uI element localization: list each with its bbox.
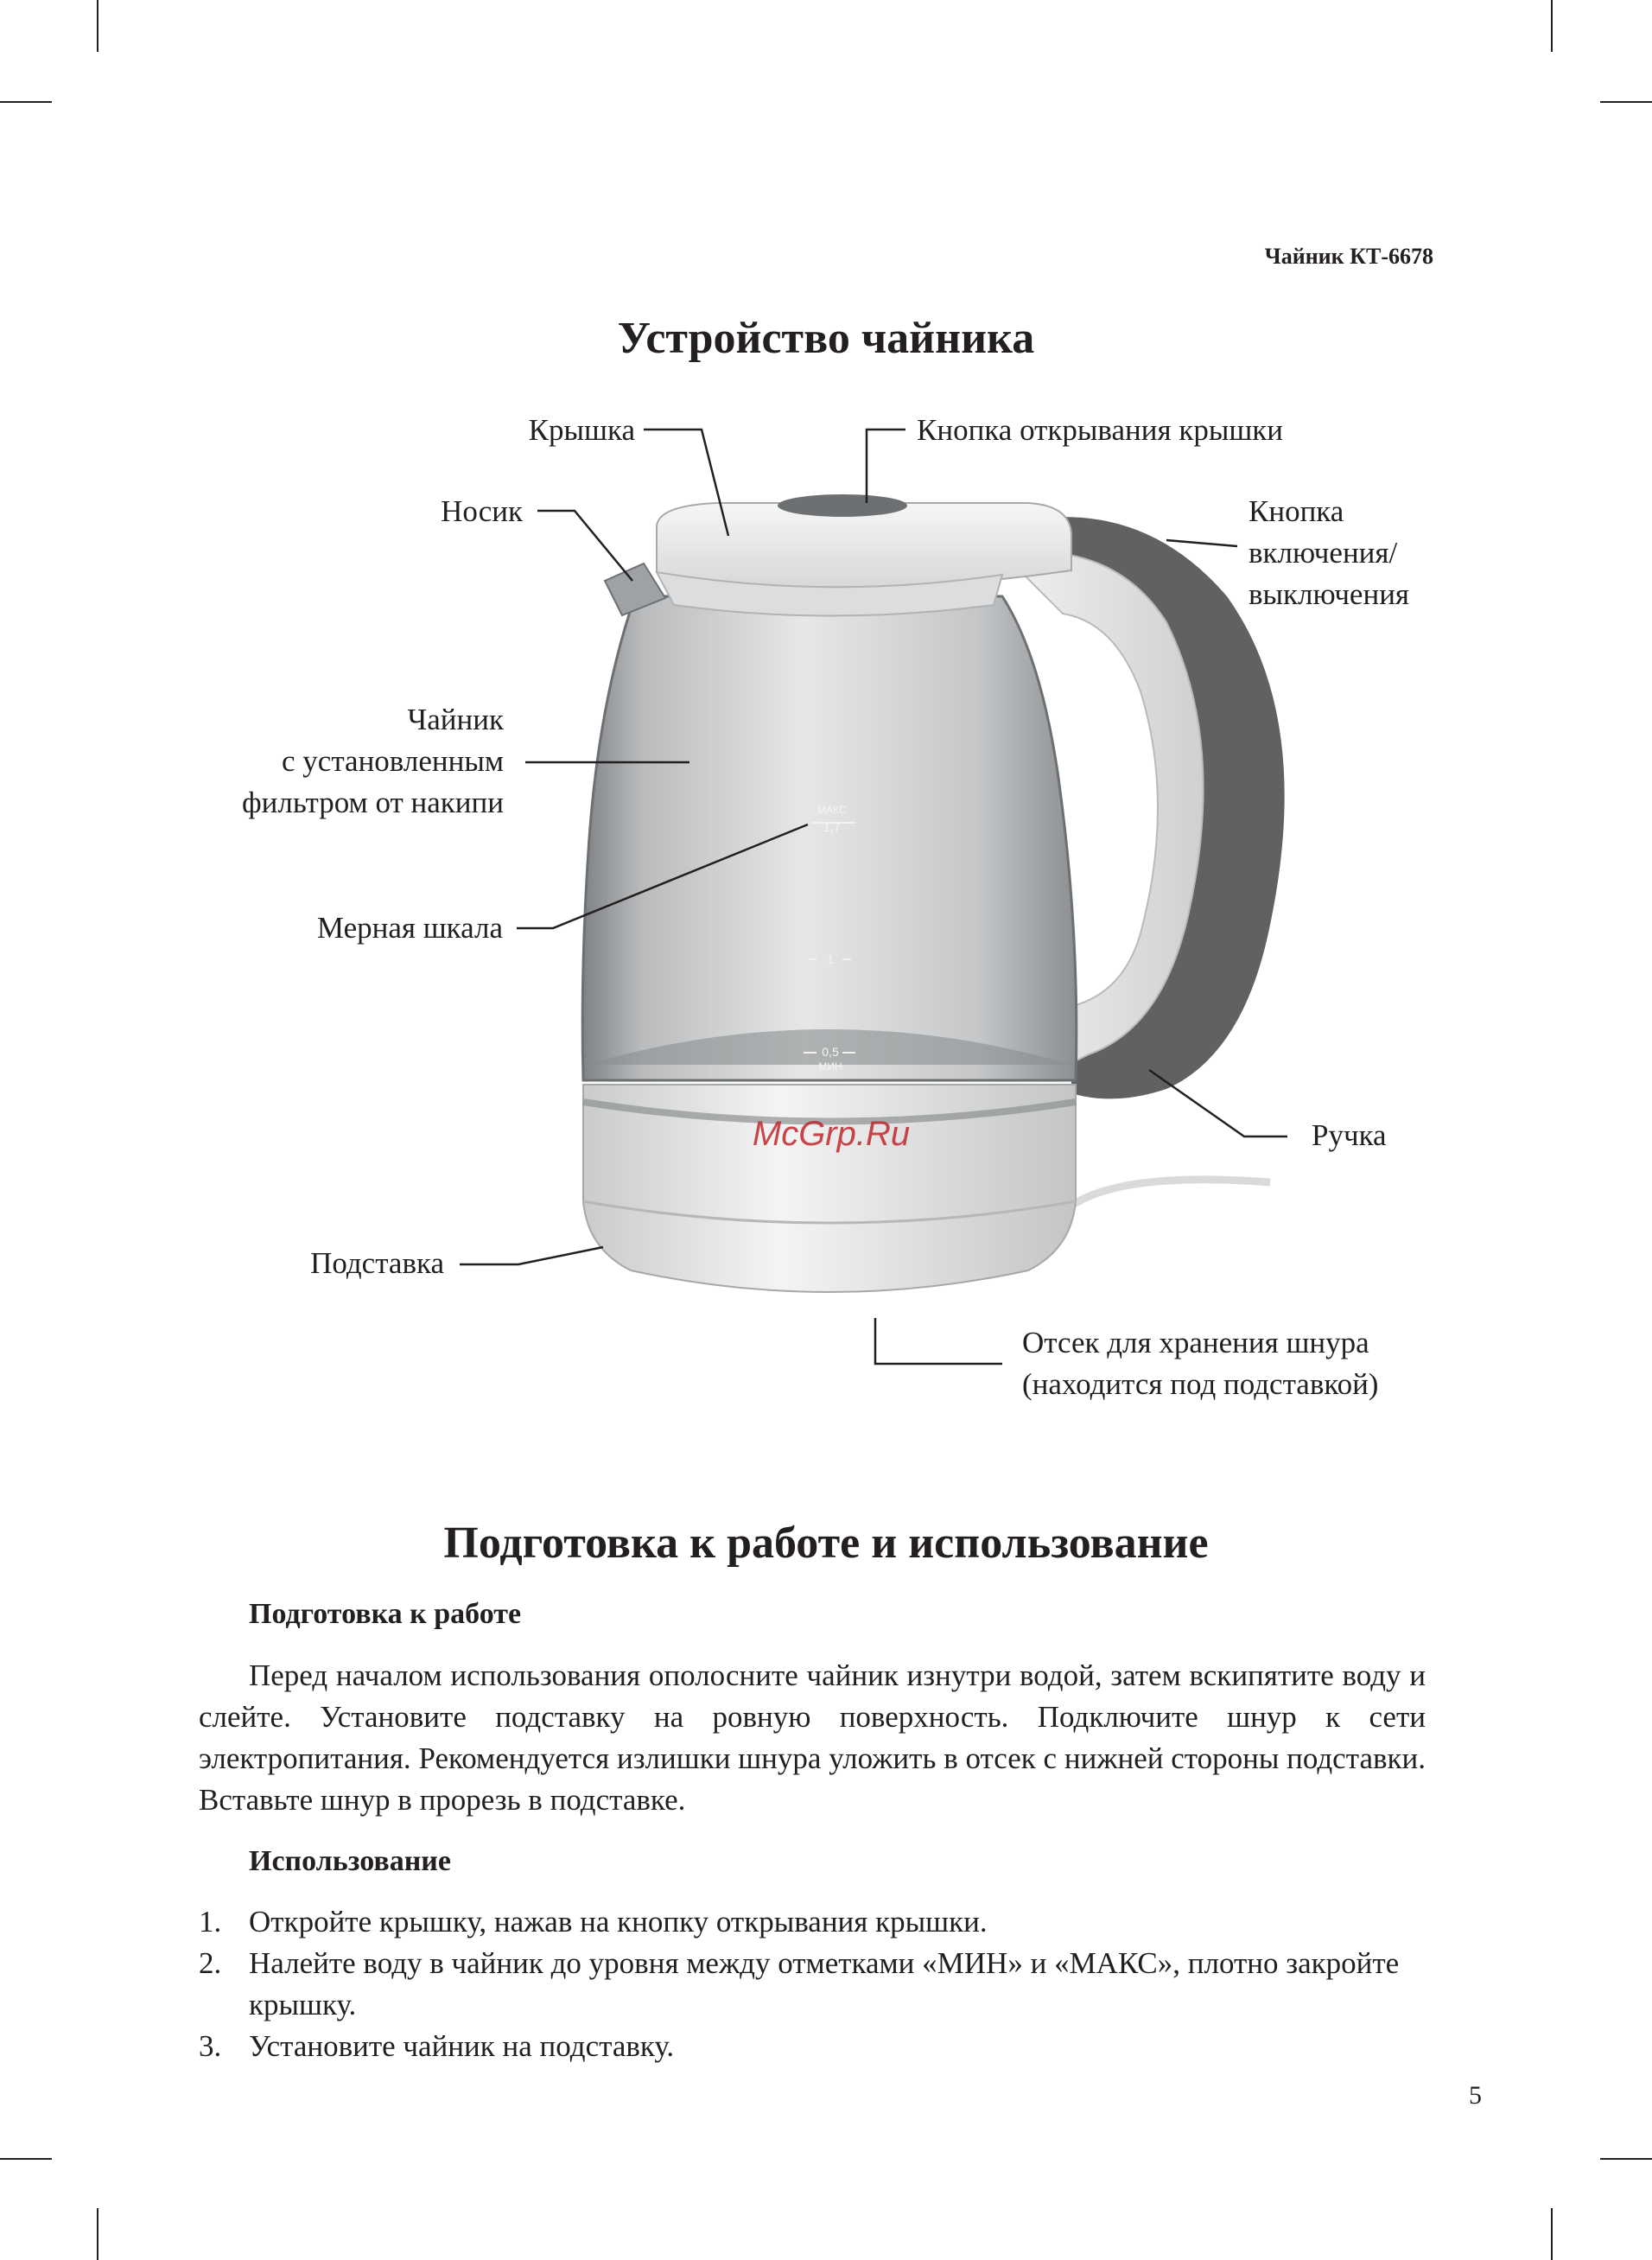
subheading-usage: Использование — [249, 1845, 451, 1877]
crop-mark — [97, 2208, 98, 2260]
power-cord — [1071, 1180, 1270, 1206]
usage-steps — [199, 1901, 1434, 2067]
scale-min-value: 0,5 — [822, 1045, 839, 1059]
label-kettle-body: Чайник с установленным фильтром от накипи — [241, 703, 504, 819]
scale-mid-value: 1 — [827, 952, 834, 966]
crop-mark — [0, 2158, 52, 2160]
running-header: Чайник КТ-6678 — [1264, 244, 1433, 269]
glass-body — [582, 596, 1077, 1080]
label-power-button: Кнопка включения/ выключения — [1249, 494, 1410, 611]
crop-mark — [1600, 2158, 1652, 2160]
list-item: 1. Откройте крышку, нажав на кнопку открывания крышки. — [199, 1905, 988, 1939]
scale-min-label: МИН — [818, 1060, 842, 1073]
crop-mark — [1551, 2208, 1553, 2260]
label-handle: Ручка — [1312, 1118, 1387, 1152]
scale-max-label: МАКС — [817, 804, 847, 816]
label-scale: Мерная шкала — [316, 911, 503, 945]
label-lid-button: Кнопка открывания крышки — [917, 413, 1284, 447]
section-title-usage: Подготовка к работе и использование — [443, 1518, 1209, 1568]
label-lid: Крышка — [528, 413, 635, 447]
section-title-device: Устройство чайника — [617, 314, 1035, 363]
scale-max-value: 1,7 — [823, 820, 841, 834]
list-item: 3. Установите чайник на подставку. — [199, 2029, 675, 2063]
page-number: 5 — [1469, 2081, 1482, 2110]
label-cord-storage: Отсек для хранения шнура (находится под подставкой) — [1022, 1326, 1379, 1401]
subheading-preparation: Подготовка к работе — [249, 1598, 522, 1630]
list-item: 2. Налейте воду в чайник до уровня между отметками «МИН» и «МАКС», плотно закройте крышку. — [199, 1946, 1400, 2021]
label-spout: Носик — [441, 494, 523, 528]
preparation-paragraph: Перед началом использования ополосните чайник изнутри водой, затем вскипятите воду и слейте. Установите подставку на ровную поверхность. Подключите шнур к сети электропитания. Рекомендуется излишки шнура уложить в отсек с нижней стороны подставки. Вставьте шнур в прорезь в подставке. — [199, 1658, 1426, 1817]
lid-button — [778, 494, 907, 517]
watermark: McGrp.Ru — [752, 1115, 911, 1153]
label-base: Подставка — [310, 1246, 444, 1280]
